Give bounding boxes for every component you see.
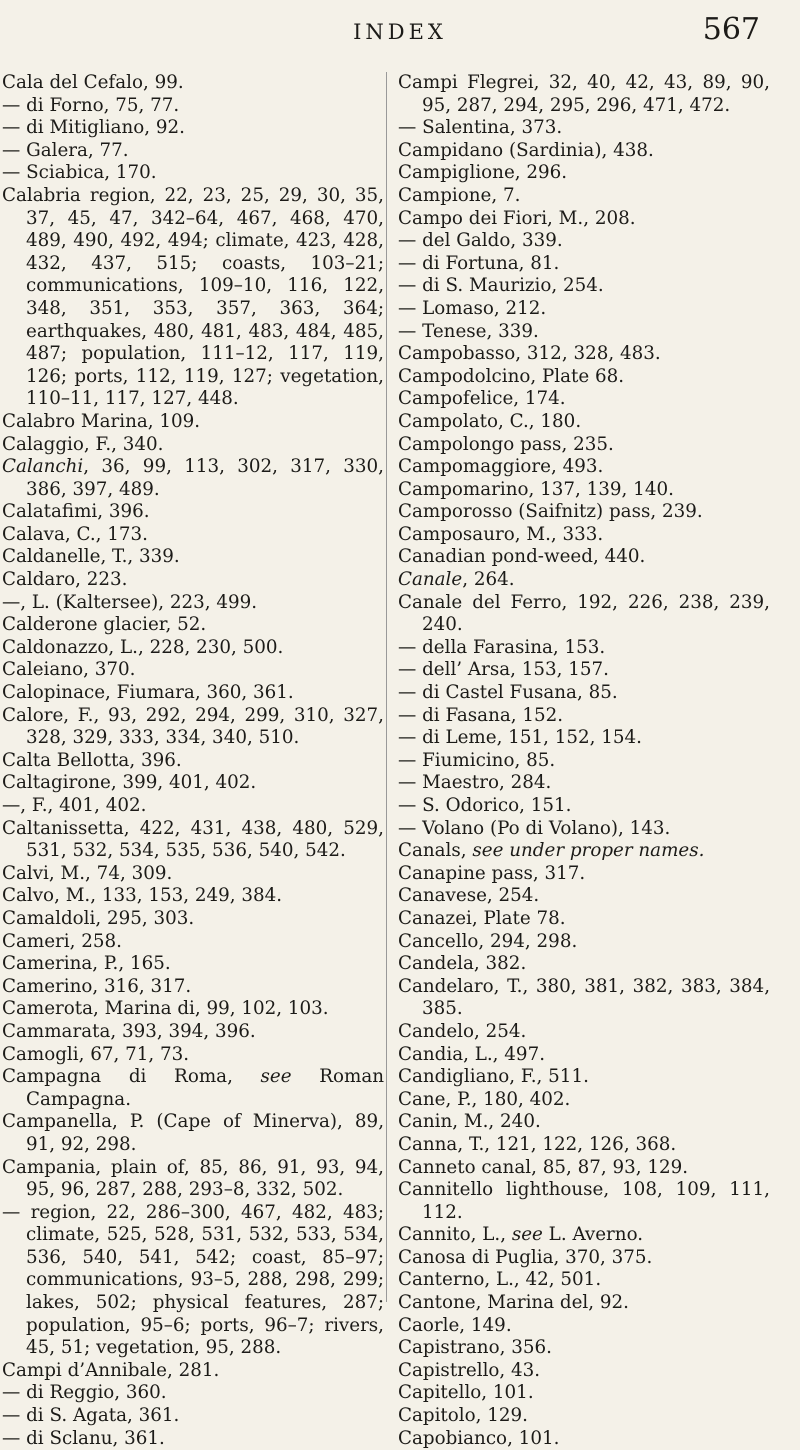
index-entry [398,727,770,750]
index-entry-pages: , 36, 99, 113, 302, 317, 330, 386, 397, 489. [26,456,384,500]
index-entry-head: Cannitello lighthouse, 108, 109, 111, 112. [398,1179,770,1223]
index-entry-head: —, L. (Kaltersee), 223, 499. [2,591,258,613]
index-column-left [2,72,384,1450]
index-entry-head: Calabro Marina, 109. [2,410,201,432]
index-entry-head: — Tenese, 339. [398,320,539,342]
index-entry-head: Cantone, Marina del, 92. [398,1292,629,1314]
index-entry [398,546,770,569]
index-entry [398,659,770,682]
index-entry [398,1428,770,1450]
index-entry [398,72,770,117]
index-entry-head: Caltanissetta, 422, 431, 438, 480, 529, 531, 532, 534, 535, 536, 540, 542. [2,817,384,862]
index-entry [398,1134,770,1157]
index-entry-head: — Salentina, 373. [398,117,563,139]
index-entry-head: Camaldoli, 295, 303. [2,907,195,929]
index-entry [398,1360,770,1383]
index-entry [398,976,770,1021]
index-entry [398,953,770,976]
page-header [0,12,800,52]
index-entry-head: — Volano (Po di Volano), 143. [398,817,671,839]
index-entry [398,1247,770,1270]
index-entry [398,298,770,321]
index-entry [398,569,770,592]
index-entry-head: — di Reggio, 360. [2,1382,167,1404]
index-entry [398,682,770,705]
index-entry [398,818,770,841]
index-entry [2,682,384,705]
index-entry [398,1021,770,1044]
index-entry-head: Canterno, L., 42, 501. [398,1269,602,1291]
index-entry-head: Capitolo, 129. [398,1405,528,1427]
index-entry [2,818,384,863]
index-entry [398,885,770,908]
index-entry [398,366,770,389]
index-entry-head: Cala del Cefalo, 99. [2,72,184,93]
index-entry [398,253,770,276]
index-entry-head: Cammarata, 393, 394, 396. [2,1020,256,1042]
index-entry [2,885,384,908]
index-entry-head: Campione, 7. [398,184,521,206]
index-entry-head: Calderone glacier, 52. [2,614,207,636]
index-entry-head: Caldanelle, T., 339. [2,546,180,568]
index-entry-head: — di S. Maurizio, 254. [398,275,604,297]
index-entry [398,908,770,931]
index-entry-head: — di Forno, 75, 77. [2,94,180,116]
index-entry [2,140,384,163]
index-entry-head: Candela, 382. [398,953,527,975]
index-entry [398,524,770,547]
index-entry [2,185,384,411]
index-entry-head: Campania, plain of, 85, 86, 91, 93, 94, 95, 96, 287, 288, 293–8, 332, 502. [2,1156,384,1201]
index-entry [2,501,384,524]
index-entry-head: Campidano (Sardinia), 438. [398,139,654,161]
index-entry [398,1224,770,1247]
index-entry-head: Campomarino, 137, 139, 140. [398,478,674,500]
index-entry-head: Canin, M., 240. [398,1111,541,1133]
index-entry-head: — di Leme, 151, 152, 154. [398,727,642,749]
index-entry-head: — dell’ Arsa, 153, 157. [398,659,609,681]
column-divider [386,72,387,1302]
index-entry-head: Calvo, M., 133, 153, 249, 384. [2,885,283,907]
index-entry-head: Camerino, 316, 317. [2,975,192,997]
index-entry [398,637,770,660]
index-entry-head: Camporosso (Saifnitz) pass, 239. [398,501,703,523]
index-column-right [398,72,770,1450]
see-reference: see [260,1066,292,1088]
index-entry-head: — di Fasana, 152. [398,704,564,726]
index-entry-head: — Galera, 77. [2,139,129,161]
index-entry [398,140,770,163]
index-entry [398,772,770,795]
index-entry [398,230,770,253]
index-entry [398,592,770,637]
index-entry [398,388,770,411]
index-entry-head: Campagna di Roma, [2,1066,261,1088]
index-entry-head: Cane, P., 180, 402. [398,1088,571,1110]
index-entry [2,1111,384,1156]
index-entry [398,1179,770,1224]
index-entry-head: Campanella, P. (Cape of Minerva), 89, 91, 92, 298. [2,1111,384,1155]
index-entry [398,185,770,208]
index-entry-head: Campiglione, 296. [398,162,568,184]
index-entry [398,321,770,344]
see-reference: see [511,1224,543,1246]
index-entry-head: Canale [398,569,463,591]
index-entry-head: Calta Bellotta, 396. [2,749,182,771]
index-entry [2,162,384,185]
index-entry-head: Caldaro, 223. [2,569,128,591]
index-entry [2,795,384,818]
index-entry-head: — Fiumicino, 85. [398,749,556,771]
index-entry [398,795,770,818]
index-entry-head: Capistrano, 356. [398,1337,552,1359]
index-entry [2,705,384,750]
index-entry [398,343,770,366]
index-entry [398,840,770,863]
index-entry-pages: L. Averno. [542,1224,644,1246]
index-entry-head: Caldonazzo, L., 228, 230, 500. [2,636,284,658]
index-entry [398,411,770,434]
index-entry [398,1337,770,1360]
index-entry-head: Capistrello, 43. [398,1359,541,1381]
index-entry [2,524,384,547]
index-entry [2,1428,384,1450]
index-entry [398,1405,770,1428]
index-entry-head: — Sciabica, 170. [2,162,157,184]
index-entry-head: Capobianco, 101. [398,1427,560,1449]
index-entry-head: Campo dei Fiori, M., 208. [398,207,636,229]
index-entry-head: Canna, T., 121, 122, 126, 368. [398,1133,677,1155]
index-entry [2,614,384,637]
index-entry [2,953,384,976]
index-entry [2,95,384,118]
index-entry [2,1044,384,1067]
index-entry-head: Calaggio, F., 340. [2,433,164,455]
index-entry-head: Candelaro, T., 380, 381, 382, 383, 384, 385. [398,975,770,1020]
index-entry-head: Caltagirone, 399, 401, 402. [2,772,257,794]
index-entry-head: — di Mitigliano, 92. [2,117,185,139]
index-entry-head: Campobasso, 312, 328, 483. [398,343,661,365]
index-entry [398,275,770,298]
index-entry [2,592,384,615]
index-entry-head: — di Castel Fusana, 85. [398,682,618,704]
index-entry [398,1382,770,1405]
index-entry [2,659,384,682]
page-title: INDEX [353,20,447,44]
index-entry-head: Cancello, 294, 298. [398,930,578,952]
index-entry-head: — region, 22, 286–300, 467, 482, 483; climate, 525, 528, 531, 532, 533, 534, 536, 540, 541, 542; coast, 85–97; communications, 93–5, 288, 298, 299; lakes, 502; physical features, 287; population, 95–6; ports, 96–7; rivers, 45, 51; vegetation, 95, 288. [2,1201,384,1359]
index-entry-head: Canale del Ferro, 192, 226, 238, 239, 240. [398,591,770,636]
index-entry-head: — di S. Agata, 361. [2,1405,180,1427]
index-entry-head: — di Sclanu, 361. [2,1427,165,1449]
index-entry [2,1382,384,1405]
index-entry [398,208,770,231]
index-entry-head: Canazei, Plate 78. [398,907,566,929]
index-entry-head: Candelo, 254. [398,1020,527,1042]
index-entry-head: Camerota, Marina di, 99, 102, 103. [2,998,329,1020]
index-entry [2,1360,384,1383]
index-entry-head: — Lomaso, 212. [398,297,547,319]
index-entry [398,1157,770,1180]
index-entry [398,750,770,773]
index-entry [398,1089,770,1112]
index-entry-head: Canosa di Puglia, 370, 375. [398,1246,653,1268]
index-entry-head: Camerina, P., 165. [2,953,171,975]
index-entry [2,637,384,660]
index-entry-head: Calatafimi, 396. [2,501,150,523]
index-entry [398,1315,770,1338]
index-entry [398,117,770,140]
index-entry-head: Cannito, L., [398,1224,512,1246]
index-entry [2,976,384,999]
index-entry-head: Camposauro, M., 333. [398,523,604,545]
index-entry [398,456,770,479]
index-entry [2,411,384,434]
index-entry [398,1292,770,1315]
index-entry-head: Campolato, C., 180. [398,410,582,432]
index-entry [398,434,770,457]
index-entry-head: Campolongo pass, 235. [398,433,614,455]
index-entry-head: Campi Flegrei, 32, 40, 42, 43, 89, 90, 95, 287, 294, 295, 296, 471, 472. [398,72,770,116]
index-entry-head: Calore, F., 93, 292, 294, 299, 310, 327, 328, 329, 333, 334, 340, 510. [2,704,384,749]
index-entry [2,1066,384,1111]
index-entry-head: Calopinace, Fiumara, 360, 361. [2,682,294,704]
index-entry [2,117,384,140]
index-entry [398,931,770,954]
index-entry-pages: , 264. [462,569,515,591]
index-entry [2,72,384,95]
index-entry [398,1269,770,1292]
index-entry-head: Calvi, M., 74, 309. [2,862,173,884]
index-entry [398,162,770,185]
index-entry-head: Canavese, 254. [398,885,540,907]
index-entry-head: Candigliano, F., 511. [398,1066,589,1088]
index-entry [2,1405,384,1428]
index-entry-head: — di Fortuna, 81. [398,252,560,274]
index-entry-head: Campodolcino, Plate 68. [398,365,625,387]
index-entry-head: Campofelice, 174. [398,388,566,410]
see-reference: see under proper names. [472,840,705,862]
index-entry-head: — della Farasina, 153. [398,636,606,658]
index-entry [2,772,384,795]
index-entry-head: Canadian pond-weed, 440. [398,546,646,568]
index-entry-head: Camogli, 67, 71, 73. [2,1043,190,1065]
index-entry-head: Calabria region, 22, 23, 25, 29, 30, 35, 37, 45, 47, 342–64, 467, 468, 470, 489, 490, 492, 494; climate, 423, 428, 432, 437, 515; coasts, 103–21; communications, 109–10, 116, 122, 348, 351, 353, 357, 363, 364; earthquakes, 480, 481, 483, 484, 485, 487; population, 111–12, 117, 119, 126; ports, 112, 119, 127; vegetation, 110–11, 117, 127, 448. [2,184,384,410]
index-entry-head: Campi d’Annibale, 281. [2,1359,220,1381]
index-entry-head: Capitello, 101. [398,1382,534,1404]
index-entry [2,998,384,1021]
index-entry [398,1044,770,1067]
index-entry [2,546,384,569]
index-entry-head: — S. Odorico, 151. [398,795,572,816]
index-entry [2,908,384,931]
index-entry [2,434,384,457]
index-entry [2,750,384,773]
index-entry [398,705,770,728]
index-entry-head: Caleiano, 370. [2,659,136,681]
index-entry [398,1066,770,1089]
index-entry [2,1021,384,1044]
index-entry [2,1202,384,1360]
index-entry-head: Calanchi [2,456,84,478]
index-entry-head: — del Galdo, 339. [398,230,563,252]
index-entry [2,931,384,954]
index-entry-head: Candia, L., 497. [398,1043,546,1065]
index-entry [2,456,384,501]
index-entry [398,501,770,524]
index-entry [398,863,770,886]
index-entry-head: Canapine pass, 317. [398,862,586,884]
index-entry-head: Calava, C., 173. [2,523,148,545]
index-entry-head: Canals, [398,840,473,862]
index-entry-head: —, F., 401, 402. [2,795,147,816]
index-entry [398,479,770,502]
index-entry [2,1157,384,1202]
index-entry-head: Caorle, 149. [398,1314,512,1336]
index-entry-pages: Roman Campagna. [26,1066,384,1110]
index-entry [398,1111,770,1134]
page-number: 567 [702,12,760,47]
index-entry-head: Canneto canal, 85, 87, 93, 129. [398,1156,689,1178]
index-entry [2,863,384,886]
index-entry-head: — Maestro, 284. [398,772,552,794]
index-entry-head: Cameri, 258. [2,930,122,952]
index-entry-head: Campomaggiore, 493. [398,456,604,478]
index-entry [2,569,384,592]
